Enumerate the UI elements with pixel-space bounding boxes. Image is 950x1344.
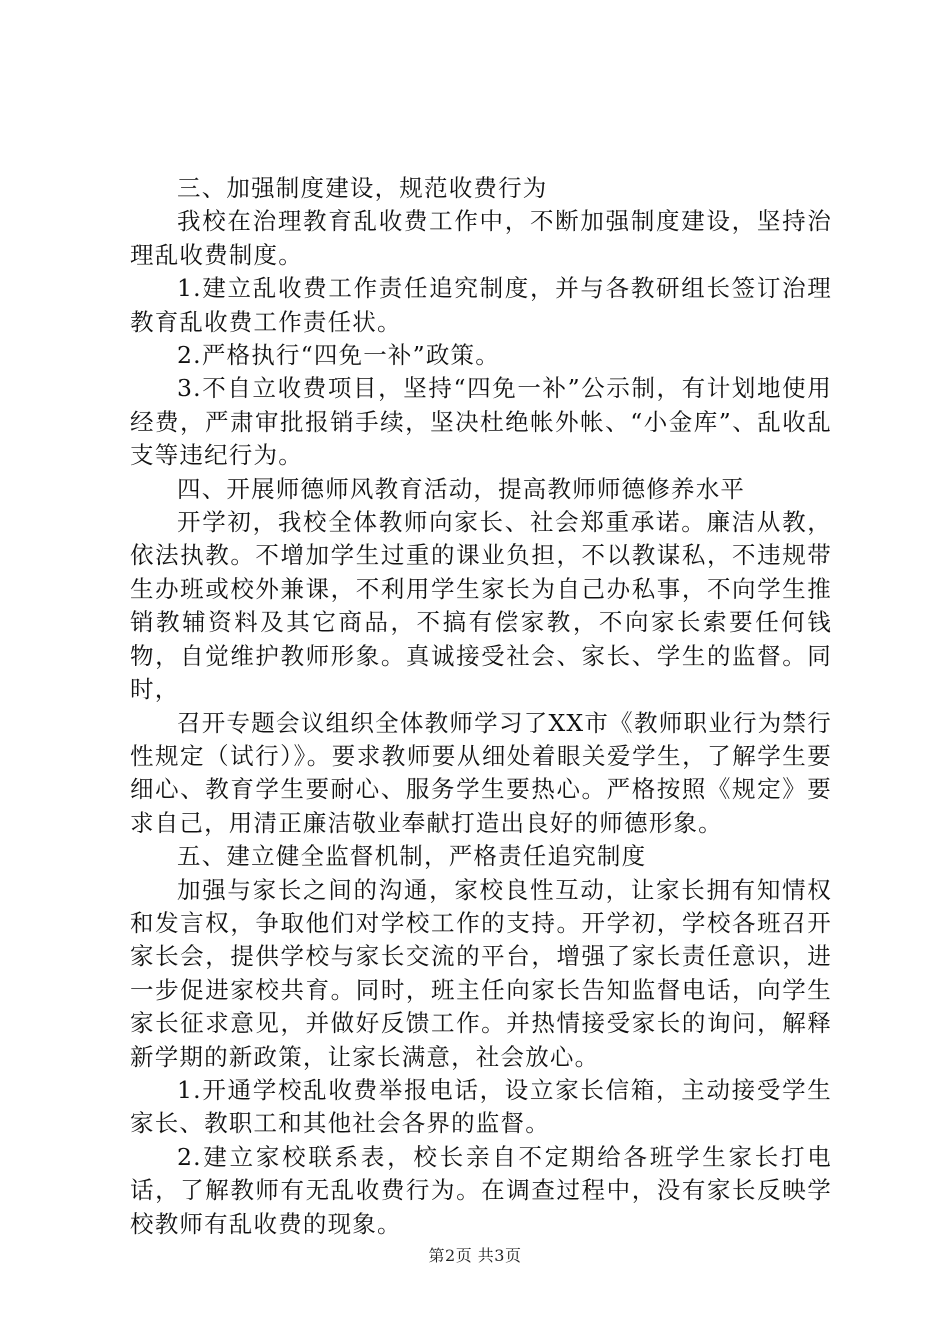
- paragraph: 开学初，我校全体教师向家长、社会郑重承诺。廉洁从教，依法执教。不增加学生过重的课业负担，不以教谋私，不违规带生办班或校外兼课，不利用学生家长为自己办私事，不向学生推销教辅资料及其它商品，不搞有偿家教，不向家长索要任何钱物，自觉维护教师形象。真诚接受社会、家长、学生的监督。同时，: [130, 508, 832, 704]
- paragraph: 召开专题会议组织全体教师学习了XX市《教师职业行为禁行性规定（试行）》。要求教师要从细处着眼关爱学生，了解学生要细心、教育学生要耐心、服务学生要热心。严格按照《规定》要求自己，用清正廉洁敬业奉献打造出良好的师德形象。: [130, 708, 832, 837]
- list-item: 1.开通学校乱收费举报电话，设立家长信箱，主动接受学生家长、教职工和其他社会各界的监督。: [130, 1075, 832, 1138]
- section-heading-5: 五、建立健全监督机制，严格责任追究制度: [177, 842, 647, 871]
- list-item: 1.建立乱收费工作责任追究制度，并与各教研组长签订治理教育乱收费工作责任状。: [130, 274, 832, 336]
- document-body: [130, 172, 832, 1241]
- section-heading-4: 四、开展师德师风教育活动，提高教师师德修养水平: [177, 474, 746, 503]
- paragraph: 加强与家长之间的沟通，家校良性互动，让家长拥有知情权和发言权，争取他们对学校工作的支持。开学初，学校各班召开家长会，提供学校与家长交流的平台，增强了家长责任意识，进一步促进家校共育。同时，班主任向家长告知监督电话，向学生家长征求意见，并做好反馈工作。并热情接受家长的询问，解释新学期的新政策，让家长满意，社会放心。: [130, 875, 832, 1071]
- page-number-footer: 第2页 共3页: [428, 1246, 522, 1265]
- list-item: 3.不自立收费项目，坚持“四免一补”公示制，有计划地使用经费，严肃审批报销手续，坚决杜绝帐外帐、“小金库”、乱收乱支等违纪行为。: [130, 374, 832, 470]
- section-heading-3: 三、加强制度建设，规范收费行为: [177, 174, 548, 202]
- list-item: 2.建立家校联系表，校长亲自不定期给各班学生家长打电话，了解教师有无乱收费行为。在调查过程中，没有家长反映学校教师有乱收费的现象。: [130, 1142, 832, 1238]
- list-item: 2.严格执行“四免一补”政策。: [177, 341, 500, 370]
- paragraph: 我校在治理教育乱收费工作中，不断加强制度建设，坚持治理乱收费制度。: [130, 207, 832, 269]
